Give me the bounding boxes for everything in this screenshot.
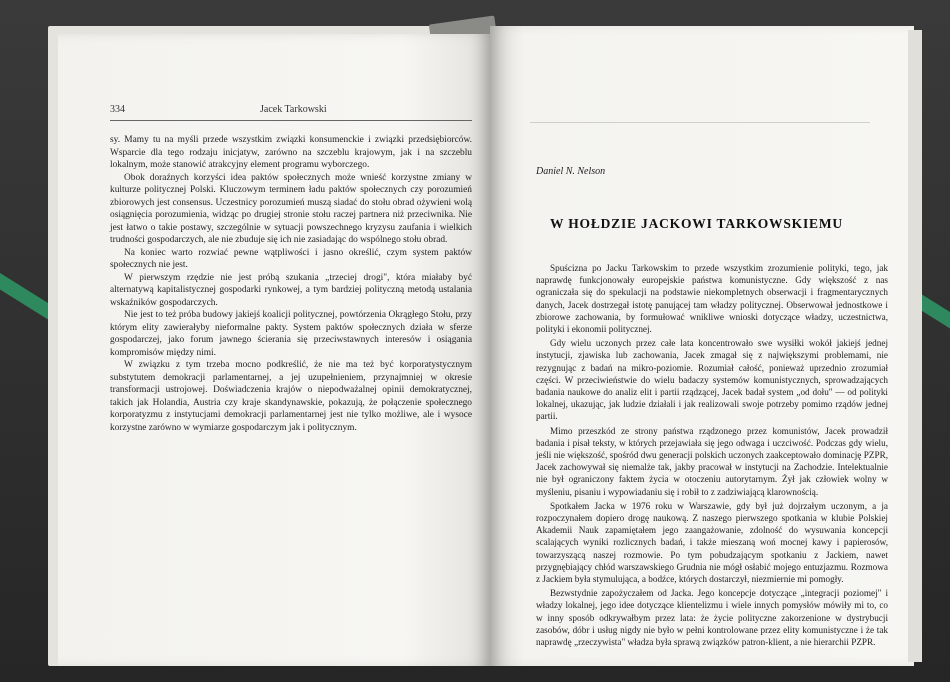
paragraph: Nie jest to też próba budowy jakiejś koalicji politycznej, powtórzenia Okrągłego Stołu, przy którym elity zawierałyby nieformalne pakty. System paktów społecznych działa w sferze gospodarczej, jako forum jawnego ścierania się przeciwstawnych interesów i osiągania kompromisów między nimi. [110,310,472,358]
show-through-rule [530,122,870,123]
paragraph: Obok doraźnych korzyści idea paktów społecznych może wnieść korzystne zmiany w kulturze politycznej Polski. Kluczowym terminem ładu paktów społecznych czy porozumień zbiorowych jest consensus. Uczestnicy porozumień muszą siadać do stołu obrad ożywieni wolą osiągnięcia porozumienia, widząc po drugiej stronie stołu raczej partnera niż przeciwnika. Nie jest łatwo o takie postawy, szczególnie w sytuacji powszechnego kryzysu zaufania i wielkich trudności gospodarczych, ale nie zbuduje się ich nie zasiadając do wspólnego stołu obrad. [110,172,472,245]
left-page-body [110,134,472,434]
running-head: Jacek Tarkowski [260,104,327,115]
paragraph: Na koniec warto rozwiać pewne wątpliwości i jasno określić, czym system paktów społecznych nie jest. [110,247,472,270]
paragraph: W pierwszym rzędzie nie jest próbą szukania „trzeciej drogi", która miałaby być alternatywą kapitalistycznej gospodarki rynkowej, a tym bardziej polityczną metodą ustalania wskaźników gospodarczych. [110,272,472,308]
page-stack-right [908,30,922,662]
paragraph: W związku z tym trzeba mocno podkreślić, że nie ma też być korporatystycznym substytutem demokracji parlamentarnej, a jej uzupełnieniem, przynajmniej w okresie transformacji ustrojowej. Doświadczenia krajów o niepodważalnej opinii demokratycznej, takich jak Holandia, Austria czy kraje skandynawskie, pokazują, że połączenie społecznego korporatyzmu z instytucjami demokracji parlamentarnej jest nie tylko możliwe, ale i wysoce korzystne zarówno w wymiarze gospodarczym jak i politycznym. [110,360,472,433]
right-page-body [536,262,888,650]
paragraph: Bezwstydnie zapożyczałem od Jacka. Jego koncepcje dotyczące „integracji poziomej" i władzy lokalnej, jego idee dotyczące klientelizmu i wiele innych pomysłów mówiły mi to, co w inny sposób odkrywałbym przez lata: że życie polityczne zakorzenione w dystrybucji zasobów, dóbr i usług nigdy nie było w pełni kontrolowane przez elity komunistyczne i że tak naprawdę „rzeczywista" władza była sprawą związków patron-klient, a nie hierarchii PZPR. [536,588,888,648]
open-book [48,14,922,674]
paragraph: Spotkałem Jacka w 1976 roku w Warszawie, gdy był już dojrzałym uczonym, a ja rozpoczynałem dopiero drogę naukową. Z naszego pierwszego spotkania w klubie Polskiej Akademii Nauk zapamiętałem jego zaangażowanie, zdolność do wysuwania koncepcji scalających wyniki rozlicznych badań, i także mieszaną woń mocnej kawy i papierosów, towarzyszącą naszej rozmowie. Po tym pobudzającym spotkaniu z Jackiem, nawet przygnębiający chłód warszawskiego Grudnia nie mógł osłabić mojego entuzjazmu. Rozmowa z Jackiem była stymulująca, a bodźce, których dostarczył, niezmiernie mi pomogły. [536,500,888,585]
article-author: Daniel N. Nelson [536,166,606,177]
left-page [58,34,490,666]
paragraph: sy. Mamy tu na myśli przede wszystkim związki konsumenckie i związki przedsiębiorców. Wsparcie dla tego rodzaju inicjatyw, zarówno na szczeblu krajowym, jak i na szczeblu lokalnym, może stanowić atrakcyjny element programu wyborczego. [110,135,472,170]
page-number: 334 [110,104,125,115]
paragraph: Spuścizna po Jacku Tarkowskim to przede wszystkim zrozumienie polityki, tego, jak naprawdę funkcjonowały europejskie państwa komunistyczne. Gdy większość z nas ograniczała się do spekulacji na podstawie niekompletnych obserwacji i fragmentarycznych danych, Jacek dostrzegał istotę panującej tam władzy politycznej. Obserwował jednostkowe i zbiorowe zachowania, by formułować wnikliwe wnioski dotyczące władzy, uczestnictwa, polityki i ekonomii politycznej. [536,263,888,335]
article-title: W HOŁDZIE JACKOWI TARKOWSKIEMU [550,216,843,231]
left-page-header [110,104,460,118]
header-rule [110,120,472,121]
right-page [490,26,914,666]
paragraph: Gdy wielu uczonych przez całe lata koncentrowało swe wysiłki wokół jakiejś jednej instytucji, zjawiska lub zachowania, Jacek zmagał się z największymi problemami, nie rezygnując z badań na mikro-poziomie. Rozumiał całość, ponieważ uprzednio zrozumiał części. W przeciwieństwie do wielu badaczy systemów komunistycznych, sprowadzających badania naukowe do analiz elit i partii rządzącej, Jacek badał system „od dołu" — od polityki lokalnej, ukazując, jak ludzie działali i jak realizowali swoje potrzeby pomimo rządów jednej partii. [536,338,888,422]
paragraph: Mimo przeszkód ze strony państwa rządzonego przez komunistów, Jacek prowadził badania i pisał teksty, w których przejawiała się jego odwaga i uczciwość. Podczas gdy wielu, jeśli nie większość, spośród dwu generacji polskich uczonych zaakceptowało dominację PZPR, Jacek zachowywał się niemalże tak, jakby pracował w instytucji na Zachodzie. Intelektualnie nie był ograniczony faktem życia w otoczeniu autorytarnym. Żył jak człowiek wolny w myśleniu, pisaniu i wypowiadaniu się i robił to z zadziwiającą klarownością. [536,425,888,497]
